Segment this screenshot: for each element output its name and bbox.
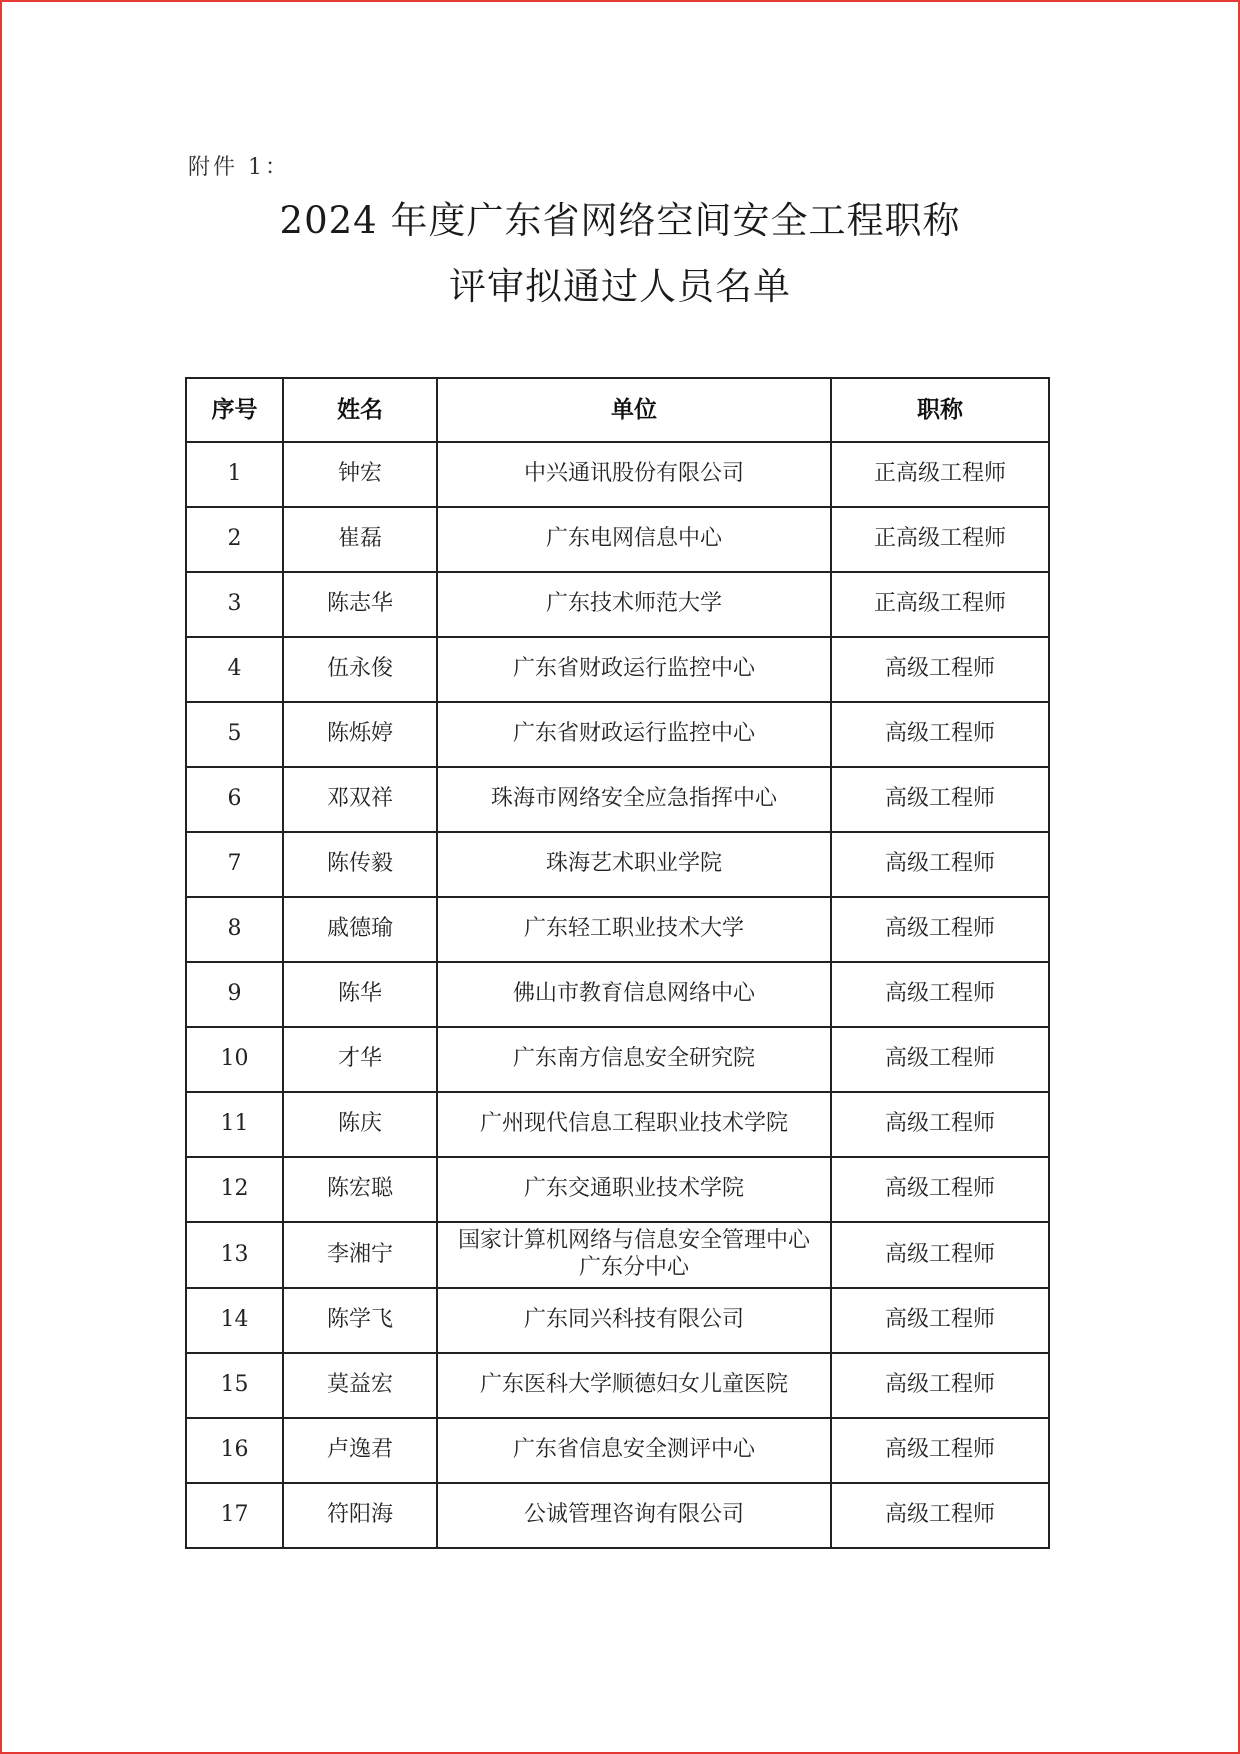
table-row bbox=[186, 1027, 1049, 1092]
professional-title-cell: 高级工程师 bbox=[831, 1092, 1049, 1157]
professional-title-cell: 高级工程师 bbox=[831, 637, 1049, 702]
unit-cell bbox=[437, 702, 831, 767]
unit-line: 公诚管理咨询有限公司 bbox=[523, 1502, 744, 1528]
table-row bbox=[186, 442, 1049, 507]
table-row bbox=[186, 1353, 1049, 1418]
name-cell: 陈烁婷 bbox=[283, 702, 437, 767]
unit-line: 珠海市网络安全应急指挥中心 bbox=[490, 786, 777, 812]
attachment-label: 附件 1： bbox=[188, 155, 290, 180]
unit-cell bbox=[437, 767, 831, 832]
table-body bbox=[186, 442, 1049, 1548]
unit-cell bbox=[437, 1157, 831, 1222]
table-row bbox=[186, 962, 1049, 1027]
table-row bbox=[186, 1157, 1049, 1222]
column-header-name: 姓名 bbox=[283, 378, 437, 442]
name-cell: 戚德瑜 bbox=[283, 897, 437, 962]
professional-title-cell: 高级工程师 bbox=[831, 832, 1049, 897]
index-cell: 9 bbox=[186, 962, 283, 1027]
index-cell: 17 bbox=[186, 1483, 283, 1548]
unit-line: 广东省财政运行监控中心 bbox=[512, 656, 755, 682]
index-cell: 7 bbox=[186, 832, 283, 897]
name-cell: 李湘宁 bbox=[283, 1222, 437, 1288]
unit-line: 广东轻工职业技术大学 bbox=[523, 916, 744, 942]
unit-line: 广东省财政运行监控中心 bbox=[512, 721, 755, 747]
table-row bbox=[186, 1092, 1049, 1157]
index-cell: 10 bbox=[186, 1027, 283, 1092]
unit-cell bbox=[437, 897, 831, 962]
document-title-line-1: 2024 年度广东省网络空间安全工程职称 bbox=[279, 199, 961, 242]
table-row bbox=[186, 702, 1049, 767]
professional-title-cell: 正高级工程师 bbox=[831, 572, 1049, 637]
name-cell: 伍永俊 bbox=[283, 637, 437, 702]
unit-line: 广东省信息安全测评中心 bbox=[512, 1437, 755, 1463]
column-header-index: 序号 bbox=[186, 378, 283, 442]
table-row bbox=[186, 572, 1049, 637]
name-cell: 陈宏聪 bbox=[283, 1157, 437, 1222]
index-cell: 2 bbox=[186, 507, 283, 572]
unit-line: 广东医科大学顺德妇女儿童医院 bbox=[479, 1372, 788, 1398]
unit-line: 珠海艺术职业学院 bbox=[545, 851, 722, 877]
unit-cell bbox=[437, 832, 831, 897]
professional-title-cell: 高级工程师 bbox=[831, 1027, 1049, 1092]
name-cell: 莫益宏 bbox=[283, 1353, 437, 1418]
name-cell: 才华 bbox=[283, 1027, 437, 1092]
table-row bbox=[186, 1418, 1049, 1483]
unit-cell bbox=[437, 442, 831, 507]
index-cell: 3 bbox=[186, 572, 283, 637]
table-row bbox=[186, 507, 1049, 572]
unit-cell bbox=[437, 962, 831, 1027]
name-cell: 陈传毅 bbox=[283, 832, 437, 897]
professional-title-cell: 高级工程师 bbox=[831, 1288, 1049, 1353]
unit-line: 国家计算机网络与信息安全管理中心 bbox=[457, 1228, 810, 1254]
unit-cell bbox=[437, 1027, 831, 1092]
name-cell: 陈庆 bbox=[283, 1092, 437, 1157]
name-cell: 陈志华 bbox=[283, 572, 437, 637]
unit-cell bbox=[437, 507, 831, 572]
unit-line: 中兴通讯股份有限公司 bbox=[523, 461, 744, 487]
unit-line: 广东南方信息安全研究院 bbox=[512, 1046, 755, 1072]
index-cell: 14 bbox=[186, 1288, 283, 1353]
index-cell: 11 bbox=[186, 1092, 283, 1157]
unit-cell bbox=[437, 1483, 831, 1548]
column-header-unit: 单位 bbox=[437, 378, 831, 442]
unit-cell bbox=[437, 572, 831, 637]
professional-title-cell: 正高级工程师 bbox=[831, 507, 1049, 572]
table-row bbox=[186, 897, 1049, 962]
name-cell: 卢逸君 bbox=[283, 1418, 437, 1483]
unit-line: 广东分中心 bbox=[578, 1255, 689, 1280]
name-cell: 钟宏 bbox=[283, 442, 437, 507]
unit-cell bbox=[437, 1092, 831, 1157]
professional-title-cell: 高级工程师 bbox=[831, 1483, 1049, 1548]
professional-title-cell: 高级工程师 bbox=[831, 767, 1049, 832]
table-row bbox=[186, 767, 1049, 832]
name-cell: 陈学飞 bbox=[283, 1288, 437, 1353]
professional-title-cell: 高级工程师 bbox=[831, 897, 1049, 962]
table-row bbox=[186, 637, 1049, 702]
unit-cell bbox=[437, 1288, 831, 1353]
index-cell: 13 bbox=[186, 1222, 283, 1288]
column-header-title: 职称 bbox=[831, 378, 1049, 442]
unit-cell bbox=[437, 1222, 831, 1288]
professional-title-cell: 高级工程师 bbox=[831, 1418, 1049, 1483]
index-cell: 5 bbox=[186, 702, 283, 767]
name-cell: 陈华 bbox=[283, 962, 437, 1027]
document-title-line-2: 评审拟通过人员名单 bbox=[449, 265, 791, 308]
unit-cell bbox=[437, 1353, 831, 1418]
professional-title-cell: 正高级工程师 bbox=[831, 442, 1049, 507]
unit-cell bbox=[437, 1418, 831, 1483]
unit-line: 广东交通职业技术学院 bbox=[523, 1176, 744, 1202]
index-cell: 12 bbox=[186, 1157, 283, 1222]
professional-title-cell: 高级工程师 bbox=[831, 1222, 1049, 1288]
table-row bbox=[186, 1222, 1049, 1288]
index-cell: 16 bbox=[186, 1418, 283, 1483]
unit-line: 广东技术师范大学 bbox=[545, 591, 722, 617]
table-header-row bbox=[186, 378, 1049, 442]
name-cell: 邓双祥 bbox=[283, 767, 437, 832]
name-cell: 崔磊 bbox=[283, 507, 437, 572]
approved-personnel-table bbox=[185, 377, 1050, 1549]
professional-title-cell: 高级工程师 bbox=[831, 1157, 1049, 1222]
professional-title-cell: 高级工程师 bbox=[831, 962, 1049, 1027]
professional-title-cell: 高级工程师 bbox=[831, 702, 1049, 767]
professional-title-cell: 高级工程师 bbox=[831, 1353, 1049, 1418]
unit-line: 广州现代信息工程职业技术学院 bbox=[479, 1111, 788, 1137]
index-cell: 6 bbox=[186, 767, 283, 832]
name-cell: 符阳海 bbox=[283, 1483, 437, 1548]
index-cell: 15 bbox=[186, 1353, 283, 1418]
table-row bbox=[186, 1288, 1049, 1353]
unit-line: 广东同兴科技有限公司 bbox=[523, 1307, 744, 1333]
index-cell: 8 bbox=[186, 897, 283, 962]
unit-line: 广东电网信息中心 bbox=[545, 526, 722, 552]
table-row bbox=[186, 1483, 1049, 1548]
unit-cell bbox=[437, 637, 831, 702]
table-row bbox=[186, 832, 1049, 897]
unit-line: 佛山市教育信息网络中心 bbox=[512, 981, 755, 1007]
index-cell: 1 bbox=[186, 442, 283, 507]
index-cell: 4 bbox=[186, 637, 283, 702]
